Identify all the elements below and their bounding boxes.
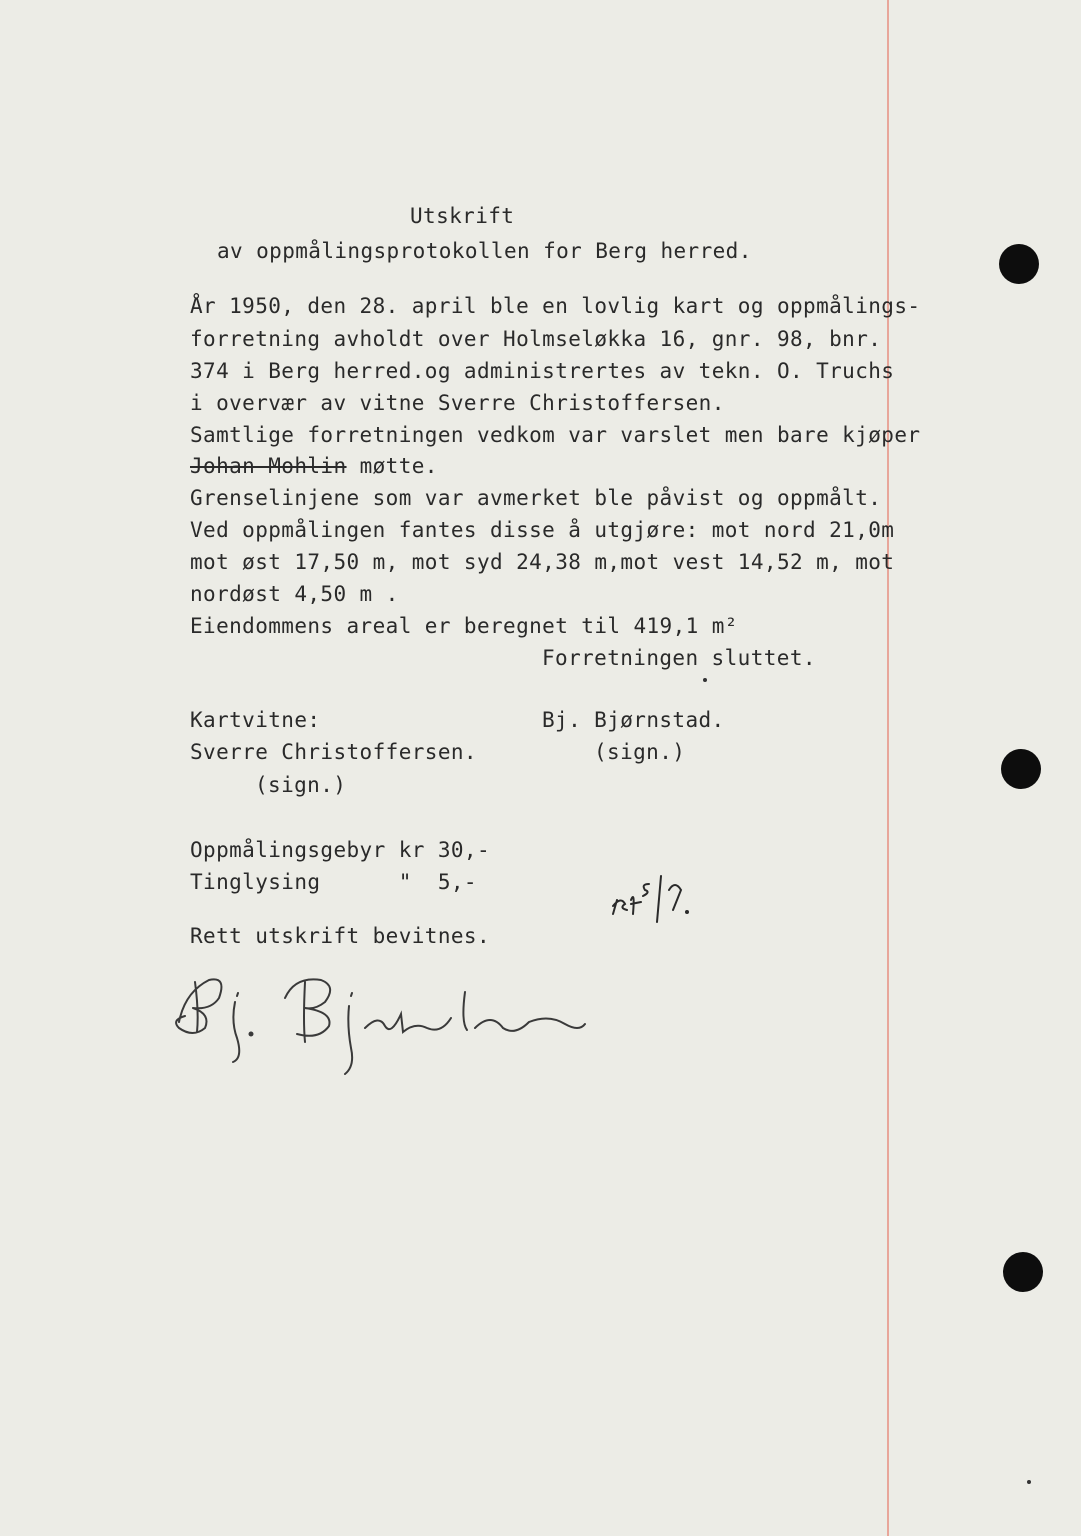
after-struck-text: møtte.	[346, 454, 438, 478]
margin-line	[887, 0, 889, 1536]
witness-sign: (sign.)	[255, 773, 347, 797]
heading: Utskrift	[410, 204, 515, 228]
body-line: i overvær av vitne Sverre Christoffersen.	[190, 391, 725, 415]
body-line: forretning avholdt over Holmseløkka 16, gnr. 98, bnr.	[190, 327, 882, 351]
struck-name: Johan Mohlin	[190, 454, 347, 478]
paper-speck	[1027, 1480, 1031, 1484]
fee-line: Oppmålingsgebyr kr 30,-	[190, 838, 490, 862]
surveyor-name: Bj. Bjørnstad.	[542, 708, 725, 732]
certify-line: Rett utskrift bevitnes.	[190, 924, 490, 948]
body-line: År 1950, den 28. april ble en lovlig kart og oppmålings-	[190, 294, 921, 318]
punch-hole	[1001, 749, 1041, 789]
body-line: mot øst 17,50 m, mot syd 24,38 m,mot vest 14,52 m, mot	[190, 550, 895, 574]
surveyor-sign: (sign.)	[594, 740, 686, 764]
punch-hole	[999, 244, 1039, 284]
fee-line: Tinglysing " 5,-	[190, 870, 477, 894]
punch-hole	[1003, 1252, 1043, 1292]
body-line: Samtlige forretningen vedkom var varslet men bare kjøper	[190, 423, 921, 447]
body-line: Ved oppmålingen fantes disse å utgjøre: mot nord 21,0m	[190, 518, 895, 542]
body-line: 374 i Berg herred.og administrertes av tekn. O. Truchs	[190, 359, 895, 383]
closing-line: Forretningen sluttet.	[542, 646, 816, 670]
witness-label: Kartvitne:	[190, 708, 321, 732]
body-line	[190, 456, 438, 477]
body-line: Grenselinjene som var avmerket ble påvist og oppmålt.	[190, 486, 882, 510]
body-line: nordøst 4,50 m .	[190, 582, 399, 606]
subheading: av oppmålingsprotokollen for Berg herred.	[217, 239, 752, 263]
handwritten-signature	[165, 962, 595, 1082]
body-line: Eiendommens areal er beregnet til 419,1 m²	[190, 614, 738, 638]
witness-name: Sverre Christoffersen.	[190, 740, 477, 764]
handwritten-initials	[605, 870, 725, 930]
paper-speck	[703, 678, 707, 682]
